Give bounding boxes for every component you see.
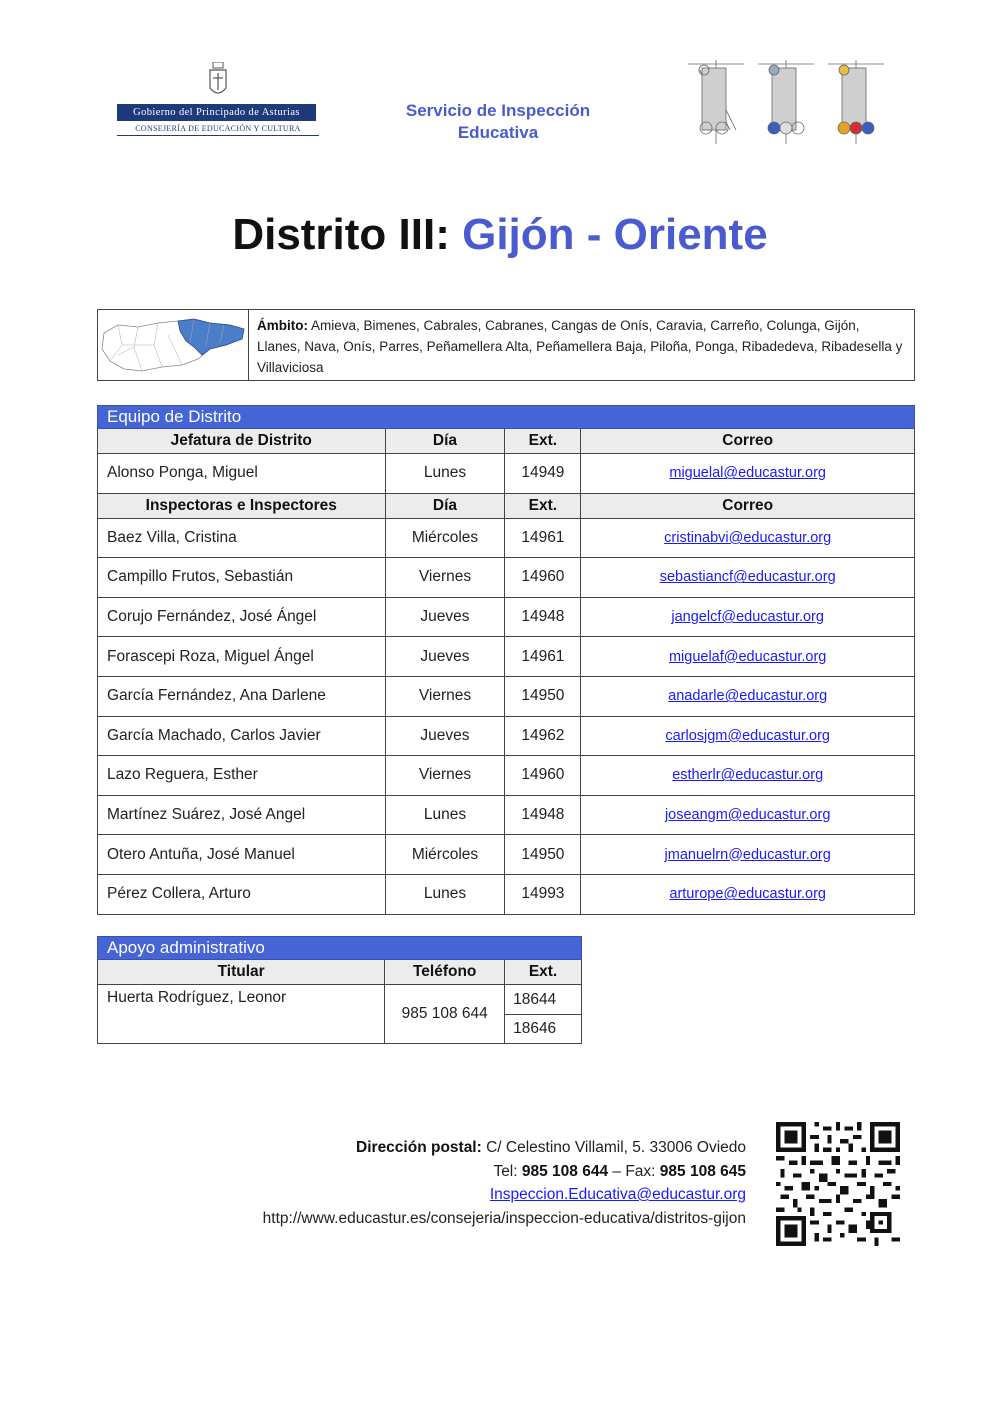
phone-fax xyxy=(263,1160,746,1184)
person-ext: 14961 xyxy=(505,518,581,558)
col-header-jefatura: Jefatura de Distrito xyxy=(98,429,386,454)
col-header-ext: Ext. xyxy=(505,429,581,454)
person-day: Lunes xyxy=(385,454,505,494)
tel-value: 985 108 644 xyxy=(521,1162,609,1180)
email-link[interactable]: miguelaf@educastur.org xyxy=(668,648,827,665)
qr-code-icon xyxy=(776,1122,900,1246)
person-ext: 14948 xyxy=(505,597,581,637)
table-row xyxy=(98,756,915,796)
email-link[interactable]: miguelal@educastur.org xyxy=(669,465,826,482)
titular-ext-1: 18644 xyxy=(505,985,582,1015)
fax-value: 985 108 645 xyxy=(659,1162,746,1180)
apoyo-header-row xyxy=(98,960,582,985)
contact-footer xyxy=(263,1136,746,1230)
email-link[interactable]: cristinabvi@educastur.org xyxy=(664,529,832,546)
person-day: Viernes xyxy=(385,756,505,796)
person-name: Forascepi Roza, Miguel Ángel xyxy=(98,637,386,677)
gov-name: Gobierno del Principado de Asturias xyxy=(117,104,316,121)
fax-label: Fax: xyxy=(625,1162,656,1180)
person-ext: 14949 xyxy=(505,454,581,494)
table-row xyxy=(98,518,915,558)
table-row xyxy=(98,454,915,494)
page-title xyxy=(0,210,1000,260)
person-name: García Fernández, Ana Darlene xyxy=(98,676,386,716)
title-prefix: Distrito III: xyxy=(232,210,450,259)
equipo-caption-row xyxy=(98,406,915,429)
table-row xyxy=(98,874,915,914)
service-title xyxy=(378,100,618,144)
crest-icon xyxy=(207,62,229,100)
titular-phone: 985 108 644 xyxy=(385,985,505,1044)
person-name: Baez Villa, Cristina xyxy=(98,518,386,558)
email-link[interactable]: joseangm@educastur.org xyxy=(664,807,831,824)
table-row xyxy=(98,558,915,598)
person-ext: 14961 xyxy=(505,637,581,677)
person-ext: 14960 xyxy=(505,756,581,796)
tel-label: Tel: xyxy=(493,1162,518,1180)
person-day: Jueves xyxy=(385,637,505,677)
person-day: Lunes xyxy=(385,795,505,835)
ambito-municipalities: Amieva, Bimenes, Cabrales, Cabranes, Cangas de Onís, Caravia, Carreño, Colunga, Gijón, Llanes, Nava, Onís, Parres, Peñamellera Alta, Peñamellera Baja, Piloña, Ponga, Ribadedeva, Ribadesella y Villaviciosa xyxy=(257,318,903,375)
person-day: Miércoles xyxy=(385,835,505,875)
col-header-dia: Día xyxy=(385,493,505,518)
equipo-distrito-table xyxy=(97,405,915,915)
postal-label: Dirección postal: xyxy=(356,1139,482,1156)
inspectores-header-row xyxy=(98,493,915,518)
table-row xyxy=(98,835,915,875)
title-district-name: Gijón - Oriente xyxy=(462,210,768,259)
col-header-titular: Titular xyxy=(98,960,385,985)
ambito-text xyxy=(249,310,914,380)
jefatura-header-row xyxy=(98,429,915,454)
person-name: García Machado, Carlos Javier xyxy=(98,716,386,756)
person-day: Viernes xyxy=(385,558,505,598)
person-day: Miércoles xyxy=(385,518,505,558)
person-name: Lazo Reguera, Esther xyxy=(98,756,386,796)
ambito-box xyxy=(97,309,915,381)
person-day: Jueves xyxy=(385,597,505,637)
person-ext: 14950 xyxy=(505,835,581,875)
asturias-map xyxy=(98,310,249,380)
titular-ext-2: 18646 xyxy=(505,1015,582,1044)
person-name: Alonso Ponga, Miguel xyxy=(98,454,386,494)
col-header-telefono: Teléfono xyxy=(385,960,505,985)
email-link[interactable]: sebastiancf@educastur.org xyxy=(659,569,836,586)
table-row xyxy=(98,795,915,835)
service-title-line1: Servicio de Inspección xyxy=(405,101,591,120)
person-ext: 14993 xyxy=(505,874,581,914)
person-ext: 14950 xyxy=(505,676,581,716)
gov-consejeria: CONSEJERÍA DE EDUCACIÓN Y CULTURA xyxy=(117,124,319,136)
table-row xyxy=(98,637,915,677)
person-ext: 14960 xyxy=(505,558,581,598)
apoyo-administrativo-table xyxy=(97,936,582,1044)
person-name: Campillo Frutos, Sebastián xyxy=(98,558,386,598)
person-name: Martínez Suárez, José Angel xyxy=(98,795,386,835)
district-iii-logo-icon xyxy=(686,60,886,144)
email-link[interactable]: jangelcf@educastur.org xyxy=(671,609,824,626)
apoyo-caption: Apoyo administrativo xyxy=(98,937,582,960)
person-day: Viernes xyxy=(385,676,505,716)
col-header-dia: Día xyxy=(385,429,505,454)
email-link[interactable]: estherlr@educastur.org xyxy=(672,767,824,784)
email-link[interactable]: jmanuelrn@educastur.org xyxy=(664,846,831,863)
col-header-correo: Correo xyxy=(581,493,915,518)
person-day: Lunes xyxy=(385,874,505,914)
website-url: http://www.educastur.es/consejeria/inspeccion-educativa/distritos-gijon xyxy=(262,1209,746,1227)
col-header-inspectores: Inspectoras e Inspectores xyxy=(98,493,386,518)
person-name: Corujo Fernández, José Ángel xyxy=(98,597,386,637)
service-title-line2: Educativa xyxy=(457,123,539,142)
separator: – xyxy=(612,1162,622,1180)
table-row xyxy=(98,985,582,1015)
email-link[interactable]: carlosjgm@educastur.org xyxy=(665,727,830,744)
person-name: Pérez Collera, Arturo xyxy=(98,874,386,914)
person-name: Otero Antuña, José Manuel xyxy=(98,835,386,875)
government-logo xyxy=(117,62,319,136)
email-link[interactable]: anadarle@educastur.org xyxy=(668,688,828,705)
person-ext: 14962 xyxy=(505,716,581,756)
table-row xyxy=(98,716,915,756)
ambito-label: Ámbito: xyxy=(257,318,308,333)
email-link[interactable]: arturope@educastur.org xyxy=(669,886,826,903)
col-header-ext: Ext. xyxy=(505,960,582,985)
titular-name: Huerta Rodríguez, Leonor xyxy=(98,985,385,1044)
person-ext: 14948 xyxy=(505,795,581,835)
col-header-correo: Correo xyxy=(581,429,915,454)
postal-value: C/ Celestino Villamil, 5. 33006 Oviedo xyxy=(486,1139,746,1156)
table-row xyxy=(98,676,915,716)
apoyo-caption-row xyxy=(98,937,582,960)
asturias-map-icon xyxy=(98,315,248,375)
col-header-ext: Ext. xyxy=(505,493,581,518)
equipo-caption: Equipo de Distrito xyxy=(98,406,915,429)
postal-address xyxy=(263,1136,746,1160)
person-day: Jueves xyxy=(385,716,505,756)
contact-email-link[interactable]: Inspeccion.Educativa@educastur.org xyxy=(489,1186,746,1203)
table-row xyxy=(98,597,915,637)
